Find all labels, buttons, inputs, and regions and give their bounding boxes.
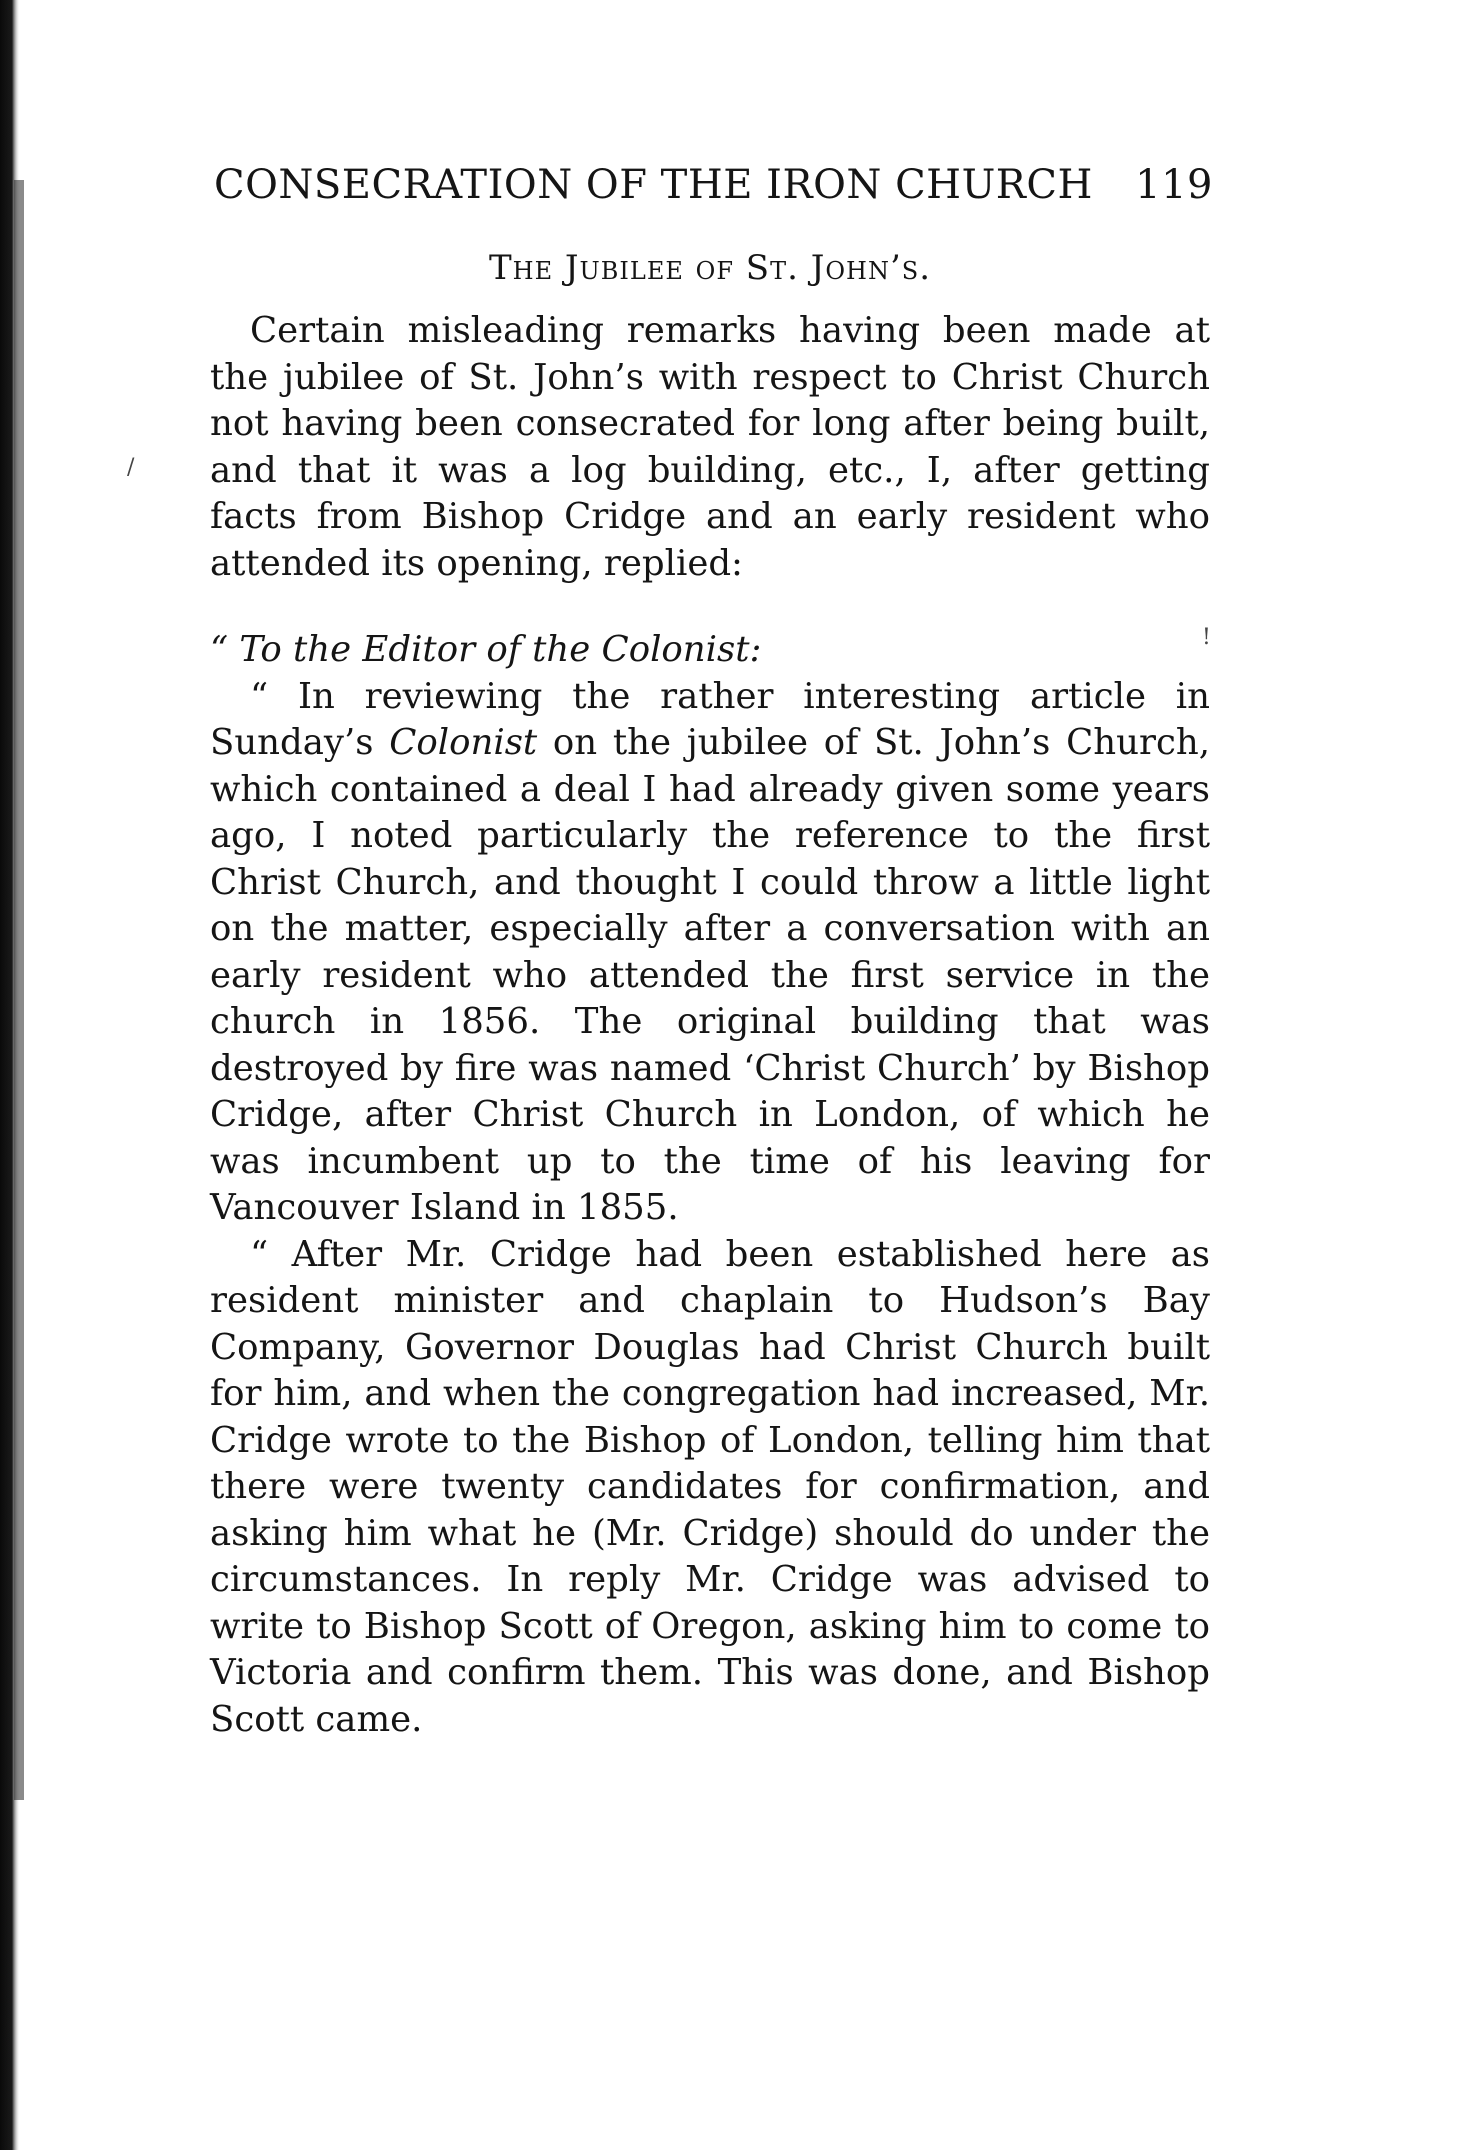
running-title: CONSECRATION OF THE IRON CHURCH	[214, 162, 1093, 208]
letter-paragraph-1	[210, 674, 1210, 1232]
margin-mark: !	[1202, 625, 1211, 650]
salutation-text: “ To the Editor of the Colonist:	[210, 629, 762, 670]
letter-paragraph-1-rest: on the jubilee of St. John’s Church, which contained a deal I had already given some years ago, I noted particularly the reference to the first Christ Church, and thought I could throw a little light on the matter, especially after a conversation with an early resident who attended the first service in the church in 1856. The original building that was destroyed by fire was named ‘Christ Church’ by Bishop Cridge, after Christ Church in London, of which he was incumbent up to the time of his leaving for Vancouver Island in 1855.	[210, 722, 1210, 1228]
letter-salutation	[210, 627, 1210, 674]
section-heading: The Jubilee of St. John’s.	[488, 248, 932, 288]
margin-mark: /	[127, 455, 135, 480]
intro-paragraph: Certain misleading remarks having been made at the jubilee of St. John’s with respect to Christ Church not having been consecrated for long after being built, and that it was a log building, etc., I, after getting facts from Bishop Cridge and an early resident who attended its opening, replied:	[210, 310, 1210, 584]
letter-paragraph-2: “ After Mr. Cridge had been established here as resident minister and chaplain to Hudson’s Bay Company, Governor Douglas had Christ Church built for him, and when the congregation had increased, Mr. Cridge wrote to the Bishop of London, telling him that there were twenty candidates for confirmation, and asking him what he (Mr. Cridge) should do under the circumstances. In reply Mr. Cridge was advised to write to Bishop Scott of Oregon, asking him to come to Victoria and confirm them. This was done, and Bishop Scott came.	[210, 1233, 1210, 1740]
letter-paragraph-1-lead: “ In reviewing the rather interesting article in Sunday’s	[210, 675, 1210, 763]
running-header	[210, 150, 1213, 210]
binding-edge-shadow	[0, 0, 34, 2150]
newspaper-name: Colonist	[389, 722, 538, 763]
book-page	[210, 150, 1213, 1743]
page-number: 119	[1135, 162, 1213, 208]
